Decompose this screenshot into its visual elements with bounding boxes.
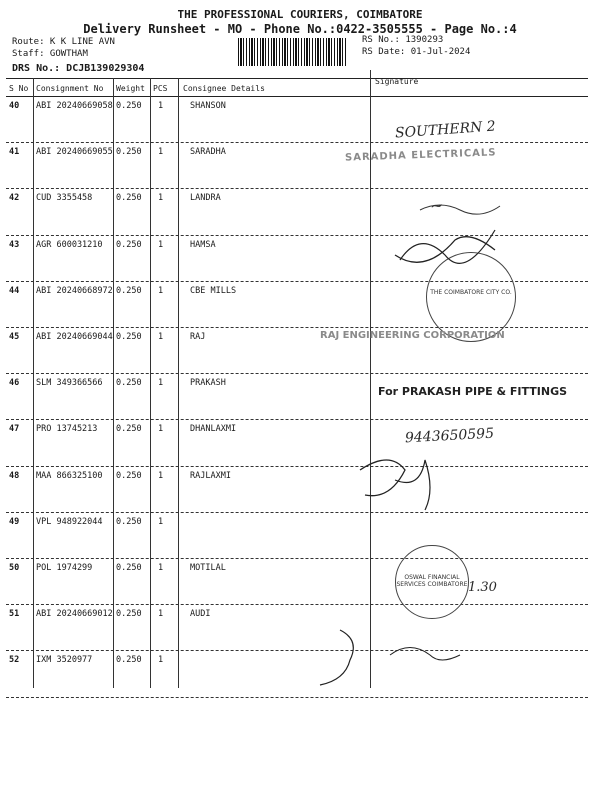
row-weight: 0.250 <box>116 332 142 342</box>
row-pcs: 1 <box>158 609 164 620</box>
company-title: THE PROFESSIONAL COURIERS, COIMBATORE <box>177 8 423 21</box>
col-header-consignment: Consignment No <box>36 84 104 93</box>
signature-row47: 9443650595 <box>404 425 495 447</box>
stamp-row41: SARADHA ELECTRICALS <box>344 147 497 164</box>
col-header-pcs: PCS <box>153 84 168 93</box>
row-sno: 43 <box>9 239 20 250</box>
header-bottom-border <box>6 96 588 97</box>
signature-strokes <box>300 100 590 700</box>
row-pcs: 1 <box>158 470 164 481</box>
rs-date: RS Date: 01-Jul-2024 <box>362 47 471 57</box>
stamp-row45: RAJ ENGINEERING CORPORATION <box>320 330 505 341</box>
row-consignee: SHANSON <box>190 101 226 111</box>
row-weight: 0.250 <box>116 655 142 666</box>
row-pcs: 1 <box>158 193 164 204</box>
row-pcs: 1 <box>158 563 164 573</box>
row-consignment: ABI 20240669012 <box>36 609 113 620</box>
row-weight: 0.250 <box>116 285 142 296</box>
row-pcs: 1 <box>158 239 164 250</box>
row-sno: 48 <box>9 470 20 481</box>
stamp-text: OSWAL FINANCIAL SERVICES COIMBATORE <box>396 574 468 588</box>
row-consignment: ABI 20240669055 <box>36 147 113 158</box>
col-divider <box>113 78 114 688</box>
col-header-consignee: Consignee Details <box>183 84 265 93</box>
col-header-weight: Weight <box>116 84 145 93</box>
row-consignee: HAMSA <box>190 239 216 250</box>
row-consignment: POL 1974299 <box>36 563 93 573</box>
stamp-row46: For PRAKASH PIPE & FITTINGS <box>378 385 568 398</box>
signature-stroke <box>360 460 405 496</box>
row-weight: 0.250 <box>116 147 142 158</box>
row-consignee: LANDRA <box>190 193 221 204</box>
row-pcs: 1 <box>158 101 164 111</box>
row-sno: 52 <box>9 655 20 666</box>
row-consignee: SARADHA <box>190 147 226 158</box>
row-weight: 0.250 <box>116 563 142 573</box>
row-weight: 0.250 <box>116 516 142 527</box>
row-pcs: 1 <box>158 147 164 158</box>
row-weight: 0.250 <box>116 424 142 435</box>
row-sno: 49 <box>9 516 20 527</box>
row-pcs: 1 <box>158 285 164 296</box>
route-label: Route: K K LINE AVN <box>12 37 115 47</box>
row-consignee: CBE MILLS <box>190 285 237 296</box>
signature-row42: ~ <box>429 195 445 216</box>
signature-row50: 1.30 <box>468 580 497 595</box>
row-consignment: ABI 20240669058 <box>36 101 113 111</box>
row-sno: 40 <box>9 101 20 111</box>
col-divider <box>150 78 151 688</box>
row-sno: 44 <box>9 285 20 296</box>
col-divider <box>178 78 179 688</box>
col-header-sno: S No <box>9 84 29 93</box>
row-pcs: 1 <box>158 378 164 389</box>
row-sno: 51 <box>9 609 20 620</box>
row-consignment: SLM 349366566 <box>36 378 103 389</box>
col-divider <box>33 78 34 688</box>
row-consignee: DHANLAXMI <box>190 424 237 435</box>
stamp-text: THE COIMBATORE CITY CO. <box>430 289 512 296</box>
row-weight: 0.250 <box>116 193 142 204</box>
row-consignment: AGR 600031210 <box>36 239 103 250</box>
col-header-signature: Signature <box>375 77 419 86</box>
drs-number: DRS No.: DCJB139029304 <box>12 63 145 74</box>
rs-number: RS No.: 1390293 <box>362 35 444 45</box>
row-sno: 42 <box>9 193 20 204</box>
signature-stroke <box>395 460 430 510</box>
barcode <box>238 38 348 66</box>
row-consignee: RAJLAXMI <box>190 470 231 481</box>
row-consignment: MAA 866325100 <box>36 470 103 481</box>
row-consignment: VPL 948922044 <box>36 516 103 527</box>
row-weight: 0.250 <box>116 101 142 111</box>
row-consignment: CUD 3355458 <box>36 193 93 204</box>
row-weight: 0.250 <box>116 470 142 481</box>
row-consignment: ABI 20240668972 <box>36 285 113 296</box>
row-sno: 50 <box>9 563 20 573</box>
signature-row40: SOUTHERN 2 <box>394 118 497 142</box>
row-weight: 0.250 <box>116 609 142 620</box>
row-weight: 0.250 <box>116 239 142 250</box>
signature-stroke <box>420 205 500 214</box>
table-top-border <box>6 78 588 79</box>
signature-stroke <box>400 230 495 263</box>
row-sno: 46 <box>9 378 20 389</box>
staff-label: Staff: GOWTHAM <box>12 49 88 59</box>
row-consignee: MOTILAL <box>190 563 226 573</box>
row-pcs: 1 <box>158 332 164 342</box>
row-consignee: PRAKASH <box>190 378 226 389</box>
signature-stroke <box>320 630 353 685</box>
signature-stroke <box>395 237 495 263</box>
runsheet-subtitle: Delivery Runsheet - MO - Phone No.:0422-3505555 - Page No.:4 <box>83 22 517 36</box>
row-pcs: 1 <box>158 655 164 666</box>
row-pcs: 1 <box>158 424 164 435</box>
row-consignee: AUDI <box>190 609 211 620</box>
row-sno: 47 <box>9 424 20 435</box>
row-sno: 45 <box>9 332 20 342</box>
row-consignment: IXM 3520977 <box>36 655 93 666</box>
signature-stroke <box>390 648 460 661</box>
row-consignment: ABI 20240669044 <box>36 332 113 342</box>
row-consignment: PRO 13745213 <box>36 424 98 435</box>
row-consignee: RAJ <box>190 332 206 342</box>
row-pcs: 1 <box>158 516 164 527</box>
row-weight: 0.250 <box>116 378 142 389</box>
row-sno: 41 <box>9 147 20 158</box>
